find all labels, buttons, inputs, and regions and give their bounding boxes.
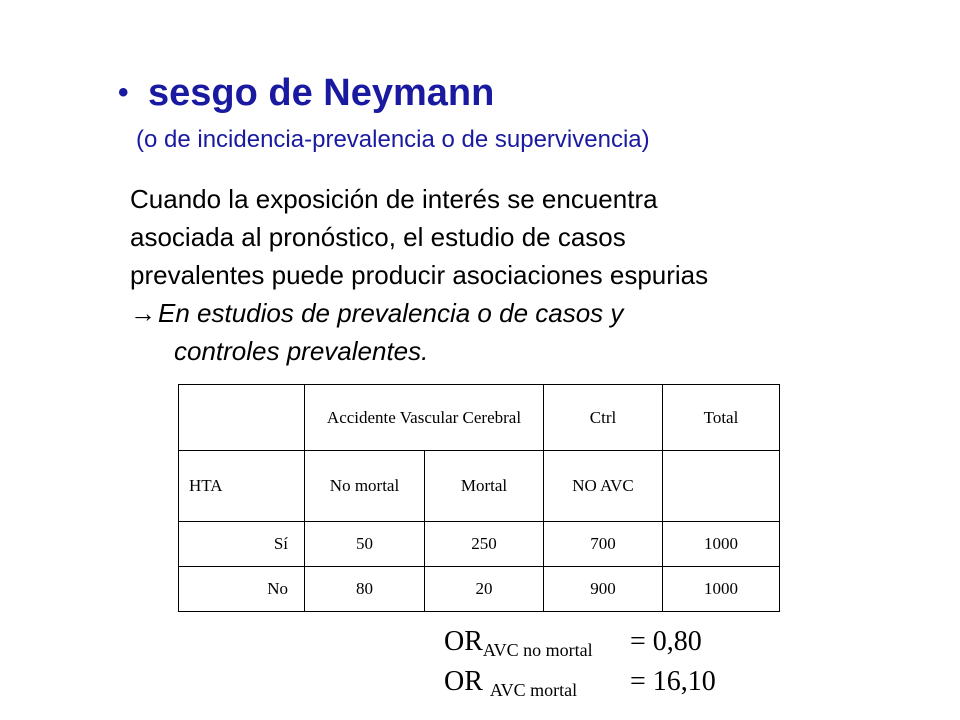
table-header-row (179, 385, 780, 451)
table-cell: NO AVC (544, 451, 663, 522)
table-cell: 700 (544, 522, 663, 567)
or-subscript: AVC no mortal (482, 640, 593, 660)
table-header-cell: Ctrl (544, 385, 663, 451)
arrow-text: En estudios de prevalencia o de casos y (158, 298, 624, 328)
arrow-text-continuation: controles prevalentes. (174, 336, 429, 366)
or-value: = 0,80 (630, 626, 702, 657)
table-cell: No mortal (305, 451, 425, 522)
paragraph-line: Cuando la exposición de interés se encuentra (130, 184, 658, 214)
bullet-icon: • (118, 76, 129, 109)
table-cell: 1000 (663, 522, 780, 567)
right-arrow-icon: → (130, 298, 156, 328)
table-header-cell: Total (663, 385, 780, 451)
table-cell (663, 451, 780, 522)
or-prefix: OR (444, 666, 490, 697)
table-cell: Mortal (425, 451, 544, 522)
table-cell: 900 (544, 567, 663, 612)
odds-ratio-results (444, 626, 716, 706)
contingency-table (178, 384, 780, 612)
table-cell: 1000 (663, 567, 780, 612)
table-header-cell: Accidente Vascular Cerebral (305, 385, 544, 451)
or-subscript: AVC mortal (489, 680, 578, 700)
table-cell: Sí (179, 522, 305, 567)
description-paragraph (130, 180, 870, 370)
title-text: sesgo de Neymann (148, 72, 495, 114)
paragraph-line: asociada al pronóstico, el estudio de casos (130, 222, 626, 252)
table-row (179, 567, 780, 612)
paragraph-line: prevalentes puede producir asociaciones espurias (130, 260, 709, 290)
arrow-point (130, 294, 870, 332)
table-header-cell (179, 385, 305, 451)
or-prefix: OR (444, 626, 483, 657)
odds-ratio-fatal (444, 666, 716, 706)
slide-subtitle: (o de incidencia-prevalencia o de supervivencia) (136, 126, 650, 153)
table-cell: 50 (305, 522, 425, 567)
table-cell: 250 (425, 522, 544, 567)
table-row (179, 522, 780, 567)
table-cell: No (179, 567, 305, 612)
or-value: = 16,10 (630, 666, 716, 697)
table-cell: 80 (305, 567, 425, 612)
odds-ratio-nonfatal (444, 626, 702, 666)
slide-title (118, 72, 494, 115)
table-subheader-row (179, 451, 780, 522)
table-cell: HTA (179, 451, 305, 522)
table-cell: 20 (425, 567, 544, 612)
